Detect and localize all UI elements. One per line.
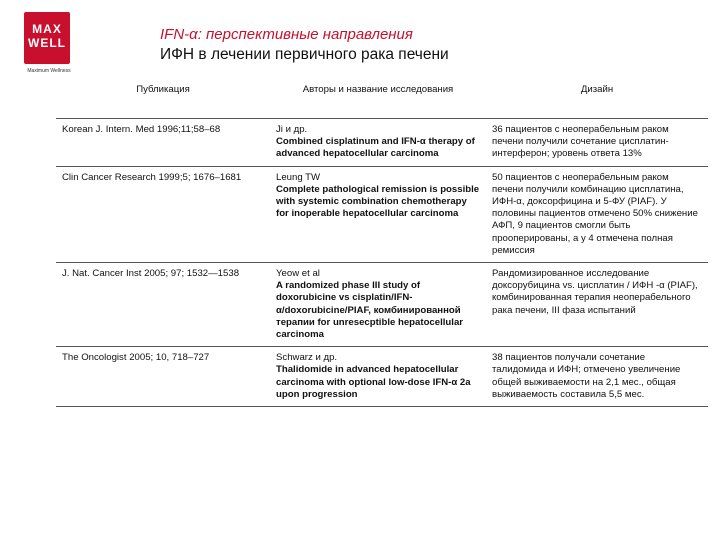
cell-authors-study [270,263,486,347]
header-authors: Авторы и название исследования [302,84,454,95]
cell-study-title: A randomized phase III study of doxorubicine vs cisplatin/IFN-α/doxorubicine/PIAF, комбинированной терапии for unresecptible hepatocellular carcinoma [276,280,464,341]
studies-table [56,78,708,407]
cell-authors-study [270,119,486,167]
cell-publication: Clin Cancer Research 1999;5; 1676–1681 [56,166,270,262]
cell-design: 38 пациентов получали сочетание талидомида и ИФН; отмечено увеличение общей выживаемости на 2,1 мес., общая выживаемость составила 5,5 мес. [486,347,708,407]
cell-authors: Ji и др. [276,124,308,135]
slide-subtitle: IFN-α: перспективные направления [160,26,413,43]
cell-design: 50 пациентов с неоперабельным раком печени получили комбинацию цисплатина, ИФН-α, доксорфицина и 5-ФУ (PIAF). У половины пациентов отмечено 50% снижение АФП, 9 пациентов смогли быть прооперированы, а у 4 отмечена полная ремиссия [486,166,708,262]
cell-publication: Korean J. Intern. Med 1996;11;58–68 [56,119,270,167]
cell-publication: The Oncologist 2005; 10, 718–727 [56,347,270,407]
maxwell-logo [24,12,70,64]
table-row [56,263,708,347]
cell-design: 36 пациентов с неоперабельным раком печени получили сочетание цисплатин-интерферон; уровень ответа 13% [486,119,708,167]
cell-authors-study [270,166,486,262]
cell-design: Рандомизированное исследование доксорубицина vs. цисплатин / ИФН -α (PIAF), комбинированная терапия неоперабельного рака печени, III фаза испытаний [486,263,708,347]
table-row [56,166,708,262]
table-header-row [56,78,708,119]
cell-authors-study [270,347,486,407]
table-row [56,119,708,167]
cell-study-title: Thalidomide in advanced hepatocellular carcinoma with optional low-dose IFN-α 2a upon progression [276,364,471,400]
cell-authors: Yeow et al [276,268,320,280]
cell-authors: Leung TW [276,171,321,183]
logo-line-2: WELL [28,36,66,50]
header-design: Дизайн [580,84,614,95]
cell-study-title: Complete pathological remission is possible with systemic combination chemotherapy for inoperable hepatocellular carcinoma [276,183,480,220]
logo-line-1: MAX [32,22,62,36]
table-row [56,347,708,407]
cell-study-title: Combined cisplatinum and IFN-α therapy of advanced hepatocellular carcinoma [276,136,475,160]
slide-title: ИФН в лечении первичного рака печени [160,46,449,63]
cell-publication: J. Nat. Cancer Inst 2005; 97; 1532—1538 [56,263,270,347]
logo-tagline: Maximum Wellness [27,68,71,74]
header-publication: Публикация [136,84,190,95]
cell-authors: Schwarz и др. [276,352,338,364]
